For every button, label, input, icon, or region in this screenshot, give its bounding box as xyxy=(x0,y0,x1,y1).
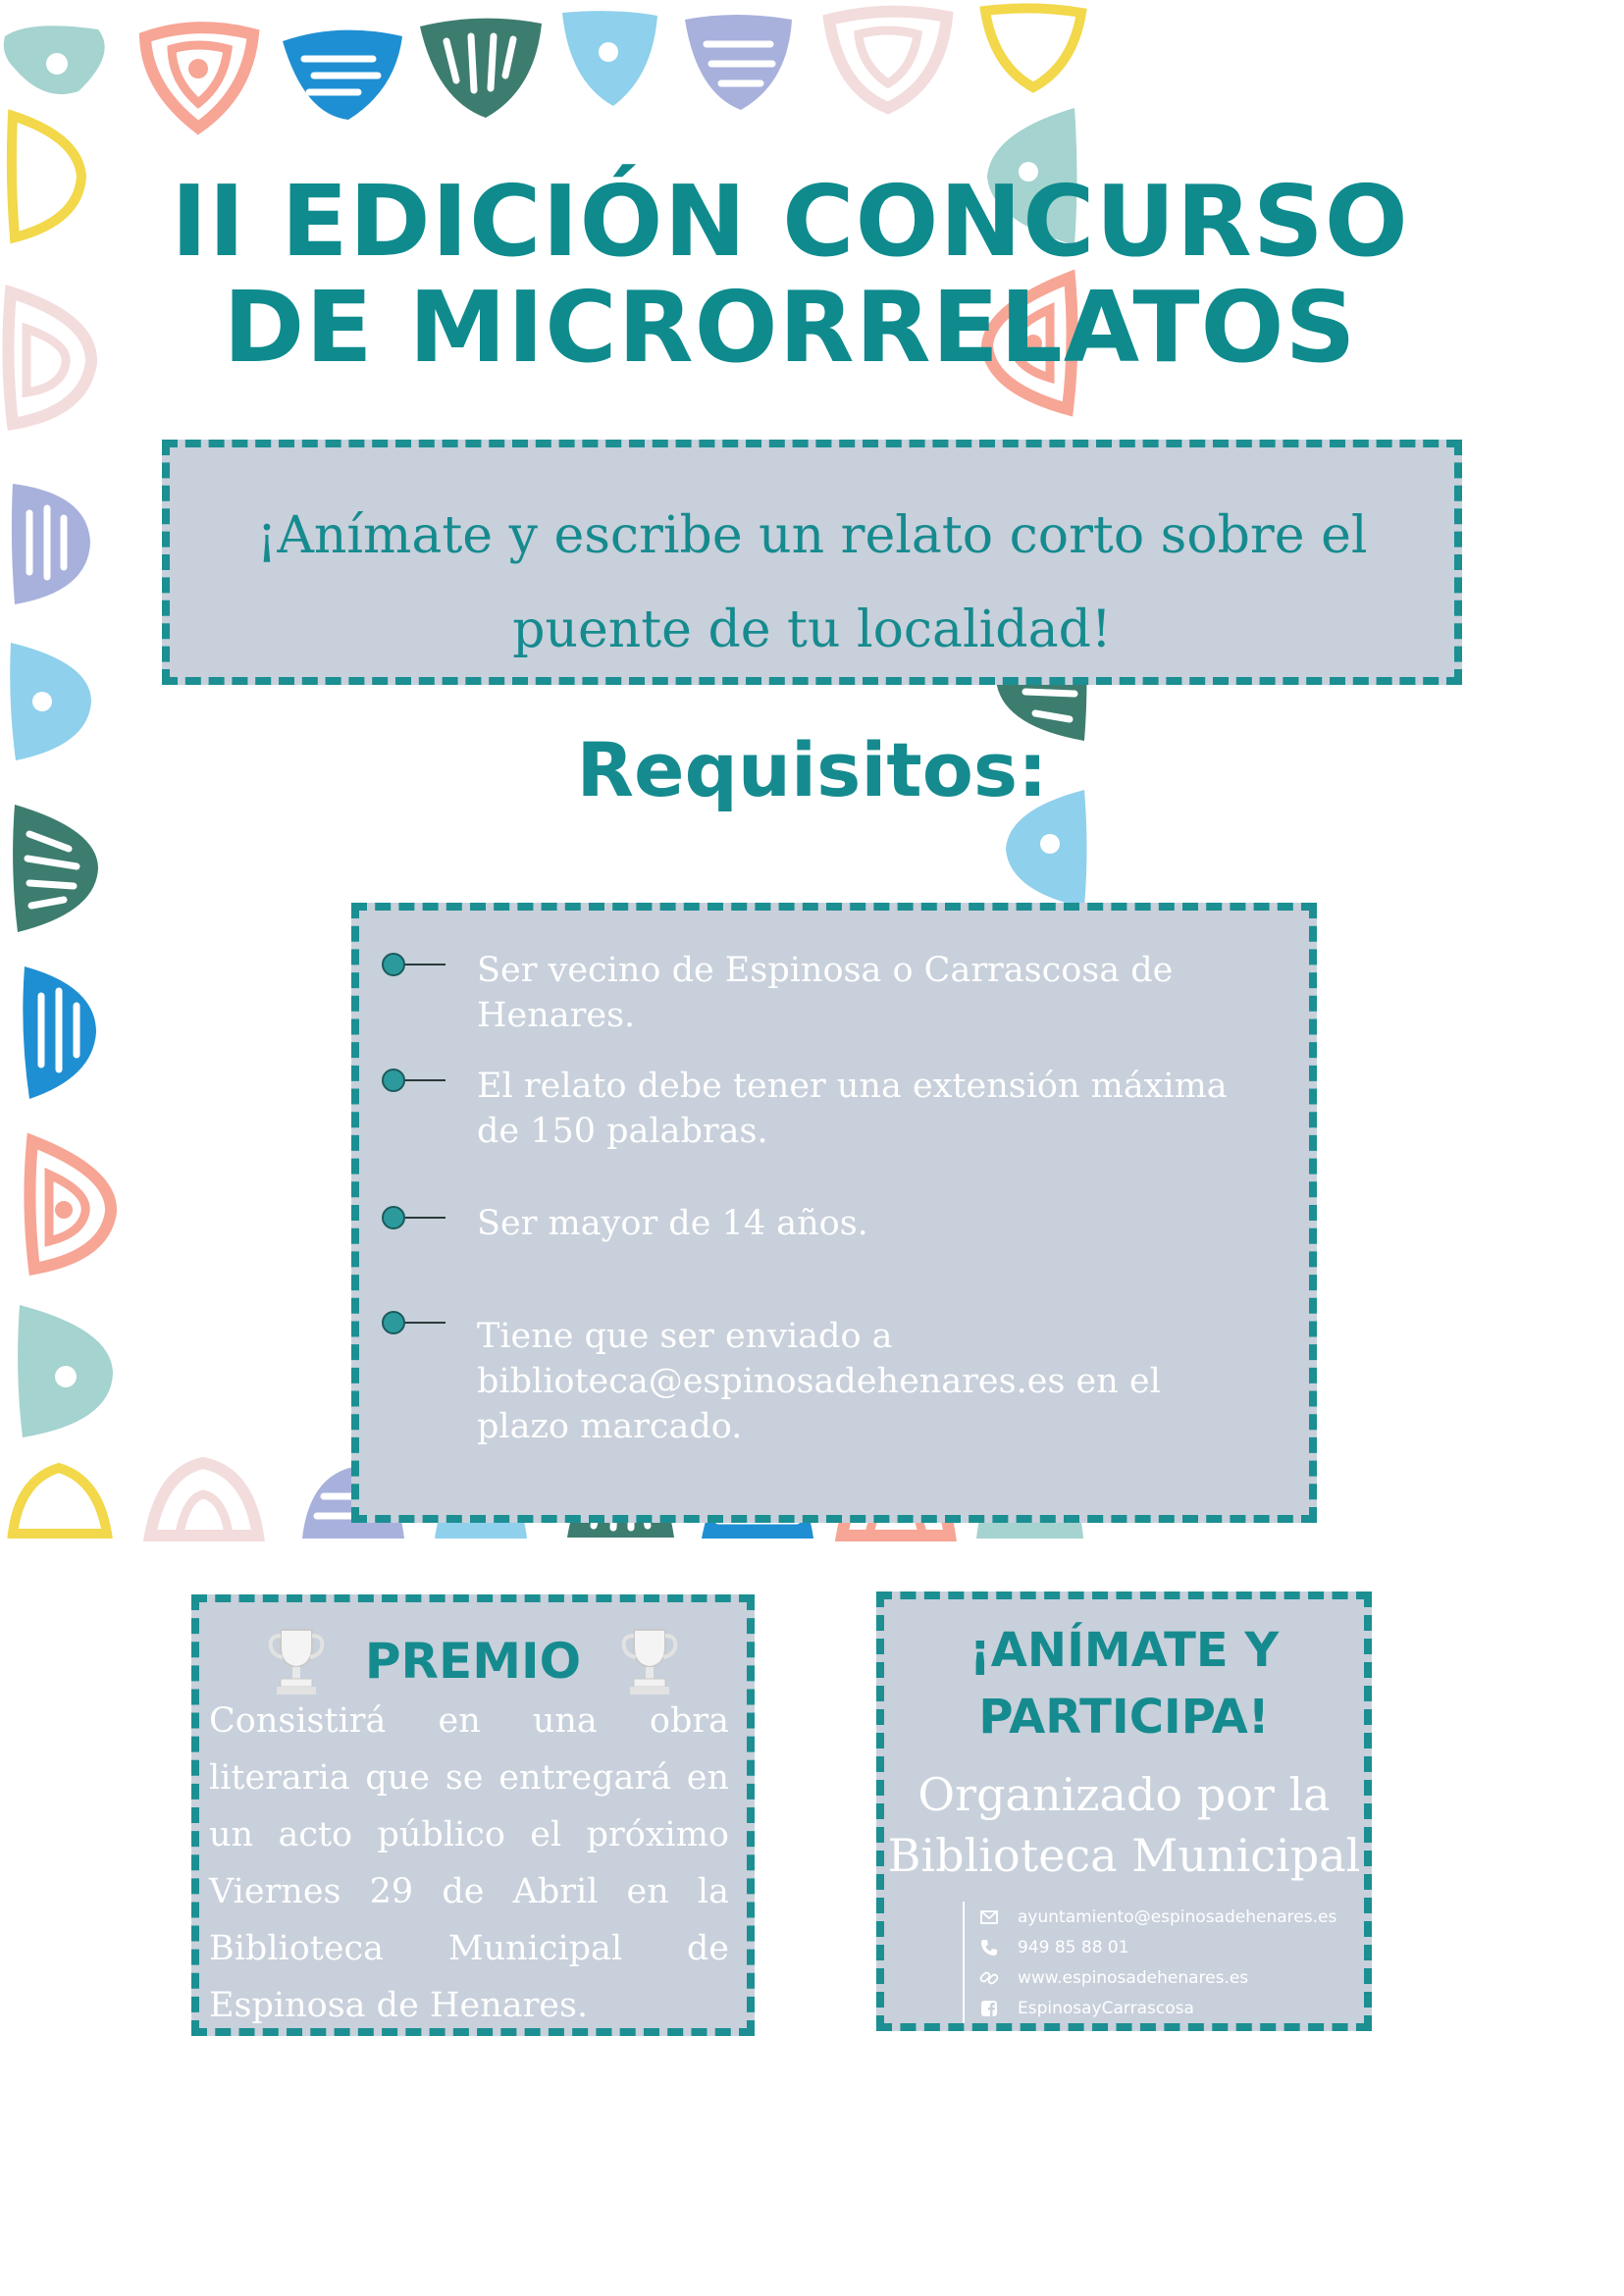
requirement-text: Ser vecino de Espinosa o Carrascosa de Henares. xyxy=(477,951,1174,1035)
title-line-1: II EDICIÓN CONCURSO xyxy=(171,164,1409,279)
participate-box xyxy=(876,1592,1372,2031)
requirement-text: El relato debe tener una extensión máxima de 150 palabras. xyxy=(477,1067,1228,1151)
yellow-outline-shape xyxy=(5,1460,113,1539)
requirement-text: Ser mayor de 14 años. xyxy=(477,1204,868,1243)
contact-web[interactable] xyxy=(978,1962,1371,1993)
contact-facebook[interactable] xyxy=(978,1993,1371,2023)
requirements-title: Requisitos: xyxy=(576,726,1048,813)
pin-icon xyxy=(379,1203,447,1232)
requirement-text: Tiene que ser enviado a biblioteca@espinosadehenares.es en el plazo marcado. xyxy=(477,1317,1161,1446)
pink-swirl-shape xyxy=(824,5,952,113)
mint-dot-shape xyxy=(15,1300,118,1442)
salmon-swirl-shape xyxy=(137,20,260,132)
envelope-icon xyxy=(978,1906,1000,1928)
salmon-swirl-shape xyxy=(25,1133,118,1276)
prize-box xyxy=(191,1594,755,2036)
participate-title: ¡ANÍMATE Y PARTICIPA! xyxy=(969,1623,1280,1745)
blue-stripe-shape xyxy=(280,22,407,125)
trophy-icon xyxy=(267,1626,326,1696)
pin-icon xyxy=(379,950,447,979)
contact-facebook-text: EspinosayCarrascosa xyxy=(1018,1998,1194,2018)
skyblue-dot-shape xyxy=(559,8,662,111)
yellow-outline-shape xyxy=(979,5,1087,93)
pin-icon xyxy=(379,1066,447,1095)
link-icon xyxy=(978,1967,1000,1989)
contact-phone[interactable] xyxy=(978,1932,1371,1962)
prize-title: PREMIO xyxy=(364,1633,582,1690)
contact-phone-text: 949 85 88 01 xyxy=(1018,1937,1129,1957)
lavender-stripe-shape xyxy=(10,479,93,608)
pink-swirl-shape xyxy=(5,285,98,432)
pink-swirl-shape xyxy=(142,1457,265,1540)
contact-email-text: ayuntamiento@espinosadehenares.es xyxy=(1018,1906,1337,1927)
title-line-2: DE MICRORRELATOS xyxy=(223,270,1357,385)
mint-dot-shape xyxy=(0,15,118,98)
prize-text: Consistirá en una obra literaria que se entregará en un acto público el próximo Viernes 29 de Abril en la Biblioteca Municipal de Espinosa de Henares. xyxy=(209,1701,729,2025)
darkgreen-stripe-shape xyxy=(10,800,103,937)
facebook-icon xyxy=(978,1998,1000,2019)
pin-icon xyxy=(379,1308,447,1337)
contact-web-text: www.espinosadehenares.es xyxy=(1018,1967,1249,1988)
trophy-icon xyxy=(620,1626,679,1696)
lavender-stripe-shape xyxy=(682,10,795,113)
prize-header xyxy=(199,1622,747,1700)
intro-box xyxy=(162,440,1462,685)
yellow-outline-shape xyxy=(5,108,88,245)
organizer-text: Organizado por la Biblioteca Municipal xyxy=(887,1768,1361,1882)
contact-email[interactable] xyxy=(978,1902,1371,1932)
darkgreen-stripe-shape xyxy=(417,12,545,120)
requirements-box xyxy=(351,903,1317,1523)
blue-stripe-shape xyxy=(20,962,98,1104)
contact-list xyxy=(963,1902,1371,2023)
phone-icon xyxy=(978,1937,1000,1958)
page-title xyxy=(147,164,1433,385)
intro-text: ¡Anímate y escribe un relato corto sobre el puente de tu localidad! xyxy=(256,506,1368,659)
